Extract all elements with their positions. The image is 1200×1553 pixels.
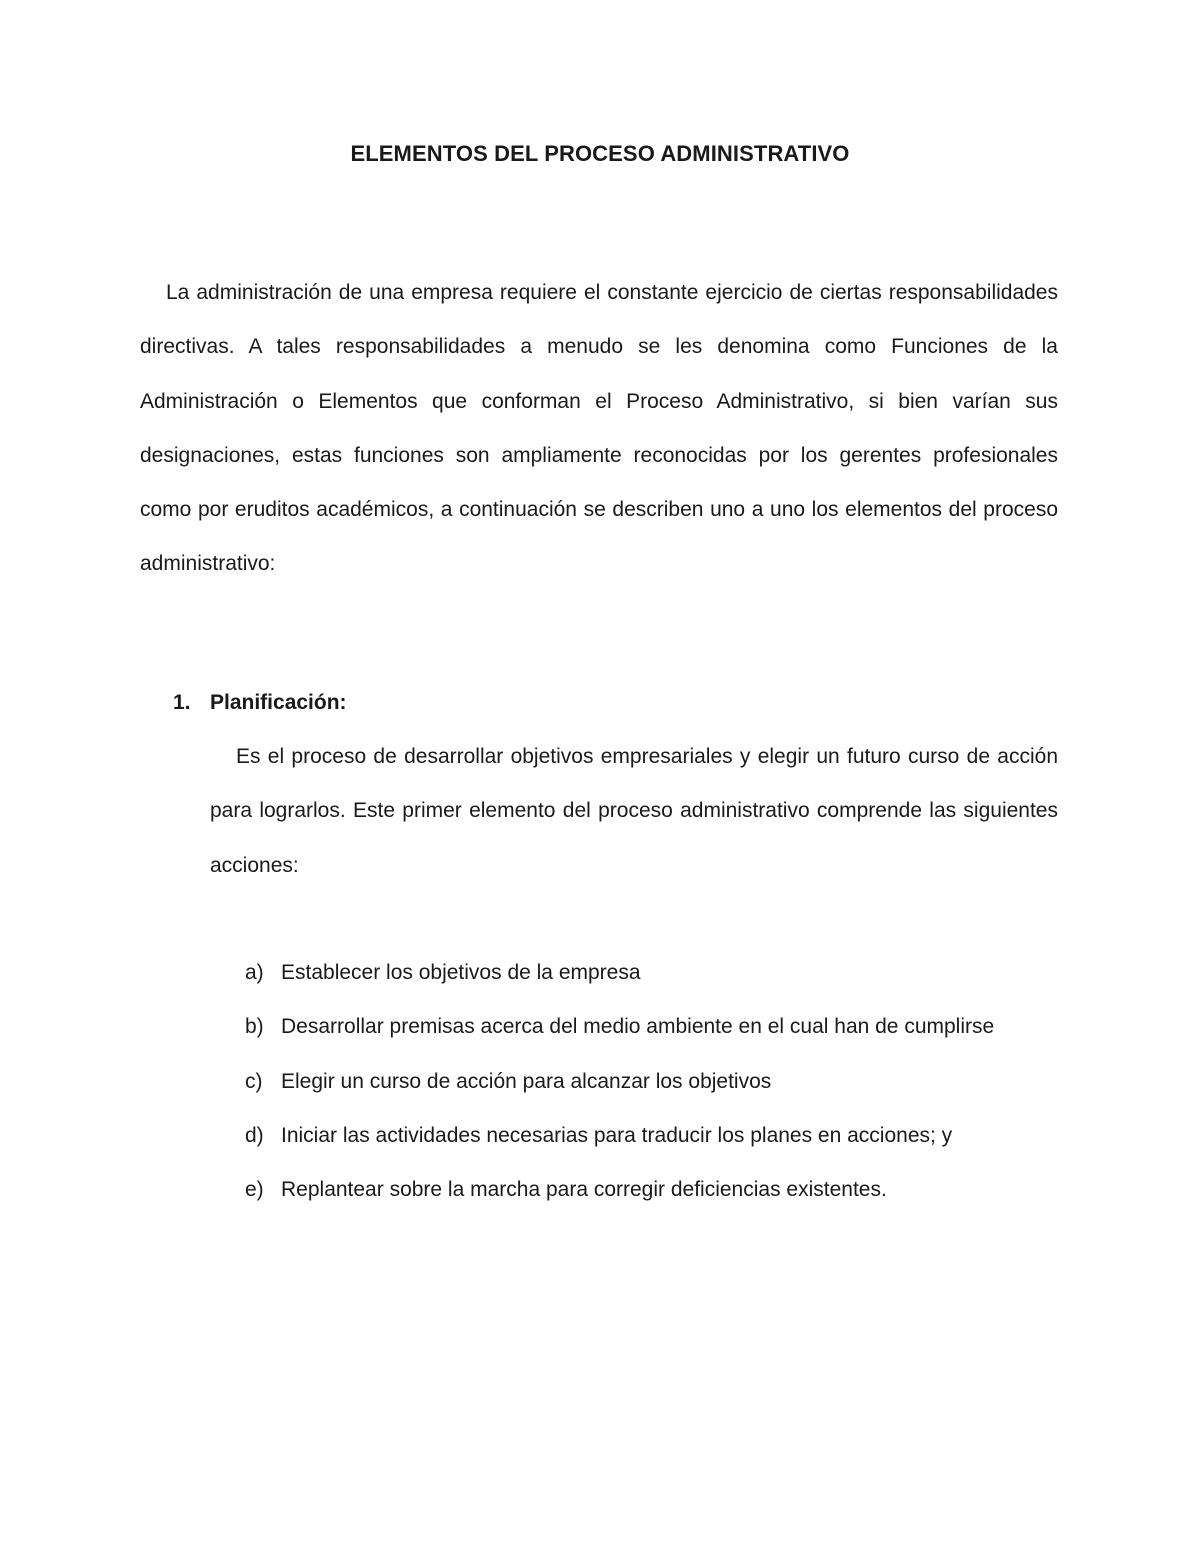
section-paragraph: Es el proceso de desarrollar objetivos empresariales y elegir un futuro curso de acción para lograrlos. Este primer elemento del proceso administrativo comprende las siguientes acciones:: [210, 745, 1058, 877]
list-item: [245, 1163, 1058, 1217]
actions-list: [245, 946, 1058, 1217]
list-item-text: Desarrollar premisas acerca del medio ambiente en el cual han de cumplirse: [281, 1015, 995, 1039]
list-marker: e): [245, 1178, 264, 1202]
list-item: [245, 946, 1058, 1000]
list-marker: a): [245, 961, 264, 984]
section-number: 1.: [173, 691, 191, 714]
list-marker: d): [245, 1123, 264, 1147]
page-title: ELEMENTOS DEL PROCESO ADMINISTRATIVO: [350, 141, 850, 166]
intro-paragraph: La administración de una empresa requiere el constante ejercicio de ciertas responsabilidades directivas. A tales responsabilidades a menudo se les denomina como Funciones de la Administración o Elementos que conforman el Proceso Administrativo, si bien varían sus designaciones, estas funciones son ampliamente reconocidas por los gerentes profesionales como por eruditos académicos, a continuación se describen uno a uno los elementos del proceso administrativo:: [140, 281, 1058, 576]
list-item-text: Iniciar las actividades necesarias para traducir los planes en acciones; y: [281, 1123, 953, 1147]
list-item: [245, 1000, 1058, 1054]
list-item: [245, 1109, 1058, 1163]
section-title: Planificación:: [210, 691, 347, 714]
list-item-text: Establecer los objetivos de la empresa: [281, 961, 641, 984]
list-marker: c): [245, 1069, 263, 1093]
list-item: [245, 1055, 1058, 1109]
list-item-text: Elegir un curso de acción para alcanzar los objetivos: [281, 1069, 772, 1093]
list-item-text: Replantear sobre la marcha para corregir deficiencias existentes.: [281, 1178, 887, 1202]
list-marker: b): [245, 1015, 264, 1039]
section-heading: [173, 688, 347, 718]
